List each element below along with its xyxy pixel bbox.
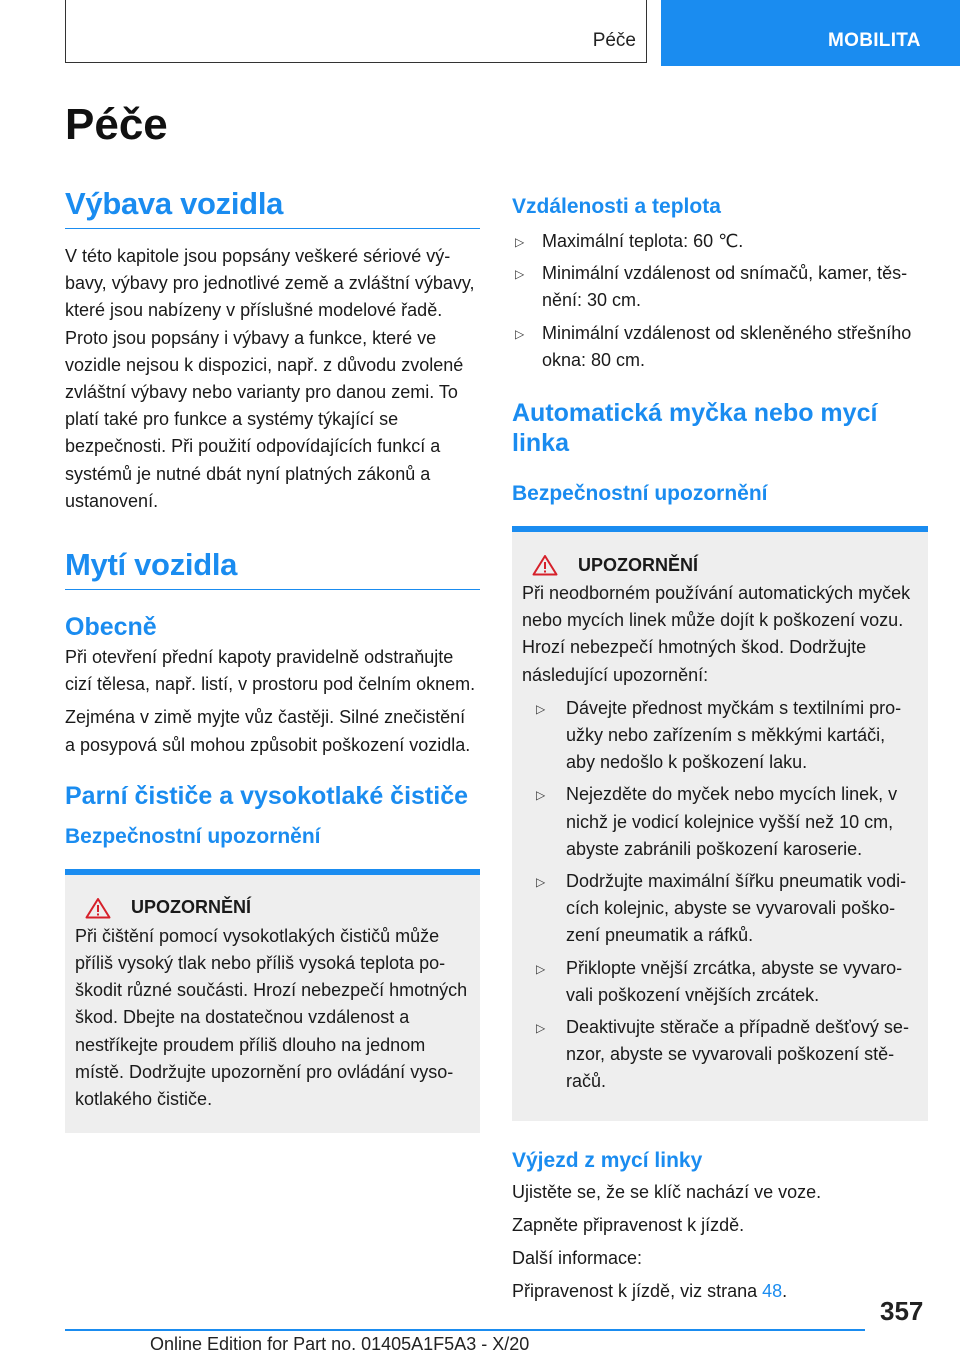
heading-vybava: Výbava vozidla xyxy=(65,186,480,229)
warning-title-left xyxy=(75,897,470,919)
footer-divider xyxy=(65,1329,865,1331)
warning-text-left: Při čištění pomocí vysokotlakých čističů může příliš vysoký tlak nebo příliš vysoká teplota poškodit různé součásti. Hrozí nebezpečí hmotných škod. Dbejte na dostatečnou vzdálenost a nestříkejte proudem příliš dlouho na jednom místě. Dodržujte upozornění pro ovládání vysokotlakého čističe. xyxy=(75,925,468,1110)
header-frame xyxy=(65,0,647,63)
page-number: 357 xyxy=(880,1296,924,1326)
bullet-triangle-icon: ▷ xyxy=(536,701,546,716)
warning-text-right: Při neodborném používání automatických myček nebo mycích linek může dojít k poškození vozu. Hrozí nebezpečí hmotných škod. Dodržujte následující upozornění: xyxy=(522,583,911,685)
page-title: Péče xyxy=(65,100,168,149)
warning-triangle-icon xyxy=(532,554,558,576)
vzdalenosti-list xyxy=(512,228,928,374)
vyjezd-paragraph-4: Připravenost k jízdě, viz strana 48. xyxy=(512,1281,788,1302)
warning-label-left: UPOZORNĚNÍ xyxy=(131,897,252,918)
bullet-triangle-icon: ▷ xyxy=(515,326,525,341)
heading-bezpecnost-right: Bezpečnostní upozornění xyxy=(512,482,768,506)
heading-vzdalenosti: Vzdálenosti a teplota xyxy=(512,195,721,218)
list-item: ▷ Deaktivujte stěrače a případně dešťový senzor, abyste se vyvarovali poškození stěračů. xyxy=(536,1017,909,1092)
list-item: ▷ Dávejte přednost myčkám s textilními proužky nebo zařízením s měkkými kartáči, aby nedošlo k poškození laku. xyxy=(536,697,902,773)
bullet-triangle-icon: ▷ xyxy=(536,788,546,803)
heading-automaticka-mycka: Automatická myčka nebo mycí linka xyxy=(512,399,878,458)
left-column xyxy=(65,186,480,1133)
header-section-title: Péče xyxy=(592,30,636,51)
header-chapter-tab xyxy=(661,0,960,66)
vyjezd-paragraph-2: Zapněte připravenost k jízdě. xyxy=(512,1214,745,1235)
footer-edition: Online Edition for Part no. 01405A1F5A3 - X/20 xyxy=(150,1334,530,1354)
list-item: ▷ Minimální vzdálenost od skleněného střešního okna: 80 cm. xyxy=(515,322,912,370)
bullet-triangle-icon: ▷ xyxy=(536,875,546,890)
list-item: ▷ Maximální teplota: 60 ℃. xyxy=(512,228,928,255)
chapter-label: MOBILITA xyxy=(828,30,921,51)
warning-label-right: UPOZORNĚNÍ xyxy=(578,554,699,575)
vyjezd-paragraph-1: Ujistěte se, že se klíč nachází ve voze. xyxy=(512,1181,822,1202)
bullet-triangle-icon: ▷ xyxy=(515,267,525,282)
right-column xyxy=(512,186,928,1305)
list-item: ▷ Minimální vzdálenost od snímačů, kamer, těsnění: 30 cm. xyxy=(515,263,908,311)
warning-box-right xyxy=(512,526,928,1121)
vyjezd-paragraph-3: Další informace: xyxy=(512,1248,643,1269)
heading-parni: Parní čističe a vysokotlaké čističe xyxy=(65,781,469,810)
page-reference-link[interactable]: 48 xyxy=(762,1281,783,1302)
list-item: ▷ Přiklopte vnější zrcátka, abyste se vyvarovali poškození vnějších zrcátek. xyxy=(536,957,903,1005)
heading-myti: Mytí vozidla xyxy=(65,547,480,590)
warning-list-right xyxy=(522,695,918,1096)
list-item: ▷ Dodržujte maximální šířku pneumatik vodicích kolejnic, abyste se vyvarovali poškození pneumatik a ráfků. xyxy=(536,871,907,946)
heading-obecne: Obecně xyxy=(65,613,157,642)
warning-triangle-icon xyxy=(85,897,111,919)
bullet-triangle-icon: ▷ xyxy=(536,961,546,976)
heading-vyjezd: Výjezd z mycí linky xyxy=(512,1148,703,1172)
heading-bezpecnost-left: Bezpečnostní upozornění xyxy=(65,824,321,848)
warning-title-right xyxy=(522,554,918,576)
bullet-triangle-icon: ▷ xyxy=(515,235,525,249)
warning-box-left xyxy=(65,869,480,1133)
obecne-paragraph-2: Zejména v zimě myjte vůz častěji. Silné znečistění a posypová sůl mohou způsobit poškození vozidla. xyxy=(65,707,471,755)
list-item: ▷ Nejezděte do myček nebo mycích linek, v nichž je vodicí kolejnice vyšší než 10 cm, abyste zabránili poškození karoserie. xyxy=(536,784,898,859)
bullet-triangle-icon: ▷ xyxy=(536,1021,546,1036)
obecne-paragraph-1: Při otevření přední kapoty pravidelně odstraňujte cizí tělesa, např. listí, v prostoru pod čelním oknem. xyxy=(65,647,476,695)
vybava-paragraph: V této kapitole jsou popsány veškeré sériové výbavy, výbavy pro jednotlivé země a zvláštní výbavy, které jsou nabízeny v příslušné modelové řadě. Proto jsou popsány i výbavy a funkce, které ve vozidle nejsou k dispozici, např. z důvodu zvolené zvláštní výbavy nebo varianty pro danou zemi. To platí také pro funkce a systémy týkající se bezpečnosti. Při použití odpovídajících funkcí a systémů je nutné dbát nyní platných zákonů a ustanovení. xyxy=(65,246,475,511)
